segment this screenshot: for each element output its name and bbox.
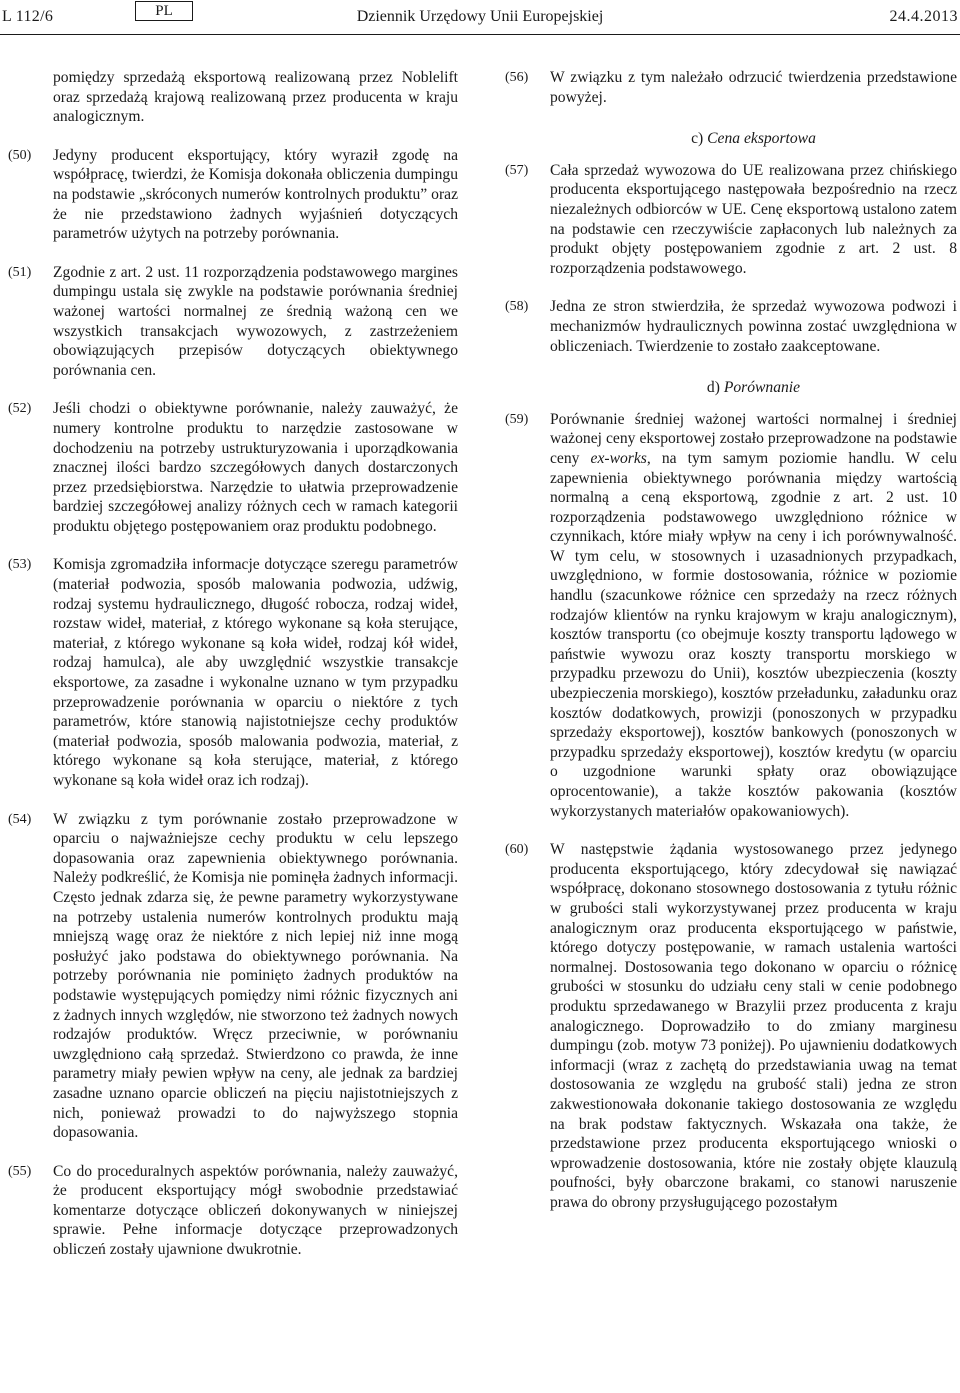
paragraph-number: (51) bbox=[8, 264, 32, 280]
paragraph-text: Jeśli chodzi o obiektywne porównanie, należy zauważyć, że numery kontrolne produktu to narzędzie zastosowane w dochodzeniu na potrzeby ustrukturyzowania i uporządkowania znacznej ilości bardzo szczegółowych danych dostarczonych przez przedsiębiorstwa. Narzędzie to ułatwia przeprowadzenie bardziej szczegółowej analizy różnych cech w ramach kategorii produktu objętego postępowaniem oraz produktu podobnego. bbox=[53, 400, 458, 535]
paragraph-number: (56) bbox=[505, 70, 529, 85]
paragraph-text: Zgodnie z art. 2 ust. 11 rozporządzenia podstawowego margines dumpingu ustala się zwykle na podstawie porównania średniej ważonej wartości normalnej ze średnią ważoną cen we wszystkich transakcjach wywozowych, z zastrzeżeniem obowiązujących przepisów dotyczących obiektywnego porównania cen. bbox=[53, 263, 458, 379]
paragraph-51 bbox=[8, 263, 458, 381]
paragraph-number: (60) bbox=[505, 842, 529, 858]
paragraph-text: W związku z tym należało odrzucić twierdzenia przedstawione powyżej. bbox=[550, 69, 957, 106]
paragraph-50 bbox=[8, 146, 458, 244]
paragraph-text: pomiędzy sprzedażą eksportową realizowaną przez Noblelift oraz sprzedażą krajową realizowaną przez producenta w kraju analogicznym. bbox=[53, 69, 458, 126]
paragraph-text-part: , na tym samym poziomie handlu. W celu zapewnienia obiektywnego porównania między wartością normalną a ceną eksportową, zgodnie z art. 2 ust. 10 rozporządzenia podstawowego uwzględniono różnice w czynnikach, które miały wpływ na ceny i ich porównywalność. W tym celu, w stosownych i uzasadnionych przypadkach, uwzględniono, w formie dostosowania, różnice w poziomie handlu (szacunkowe różnice cen sprzedaży na rzecz różnych rodzajów klientów na rynku krajowym w kraju analogicznym), kosztów transportu (co obejmuje koszty transportu lądowego w państwie wywozu oraz koszty transportu morskiego w przypadku przewozu do Unii), kosztów ubezpieczenia (koszty ubezpieczenia morskiego), kosztów przeładunku, załadunku oraz kosztów dodatkowych, prowizji (ponoszonych w przypadku sprzedaży eksportowej), kosztów bankowych (ponoszonych w przypadku sprzedaży eksportowej), kosztów kredytu (w oparciu o uzgodnione warunki spłaty oraz obowiązujące oprocentowanie), a także kosztów pakowania (kosztów wykorzystanych materiałów opakowaniowych). bbox=[550, 449, 957, 820]
paragraph-text: W następstwie żądania wystosowanego przez jedynego producenta eksportującego, który zdecydował się nawiązać współpracę, dokonano stosownego dostosowania z tytułu różnic w grubości stali wykorzystywanej przez producenta w kraju analogicznym oraz producenta eksportującego w państwie, którego dotyczy postępowanie, w ramach ustalenia wartości normalnej. Dostosowania tego dokonano w oparciu o różnicę grubości w stosunku do udziału ceny stali w cenie podobnego produktu sprzedawanego w Brazylii przez producenta z kraju analogicznego. Doprowadziło to do zmiany marginesu dumpingu (zob. motyw 73 poniżej). Po ujawnieniu dodatkowych informacji (wraz z zachętą do przedstawiania uwag na temat dostosowania ze względu na grubość stali) jedna ze stron zakwestionowała dokonanie takiego dostosowania ze względu na brak podstaw faktycznych. Wskazała ona także, że przedstawione przez producenta eksportującego wnioski o wprowadzenie dostosowania, które nie zostały objęte klauzulą poufności, były obarczone brakami, co stanowi naruszenie prawa do obrony przysługującego pozostałym bbox=[550, 841, 957, 1211]
paragraph-55 bbox=[8, 1162, 458, 1260]
paragraph-text bbox=[550, 410, 957, 821]
publication-date: 24.4.2013 bbox=[889, 8, 958, 25]
page-reference: L 112/6 bbox=[2, 8, 54, 25]
right-column bbox=[505, 68, 957, 1212]
paragraph-text-part: Porównanie średniej ważonej wartości normalnej i średniej ważonej ceny eksportowej zostało przeprowadzone na podstawie ceny bbox=[550, 410, 957, 467]
paragraph-58 bbox=[505, 297, 957, 356]
paragraph-53 bbox=[8, 555, 458, 790]
section-heading-export-price bbox=[505, 129, 957, 149]
paragraph-text: Jedyny producent eksportujący, który wyraził zgodę na współpracę, twierdzi, że Komisja dokonała obliczenia dumpingu na podstawie „skróconych numerów kontrolnych produktu” oraz że nie przedstawiono żadnych wyjaśnień dotyczących parametrów użytych na potrzeby porównania. bbox=[53, 146, 458, 243]
paragraph-text: Komisja zgromadziła informacje dotyczące szeregu parametrów (materiał podwozia, sposób malowania podwozia, udźwig, rodzaj systemu hydraulicznego, długość robocza, rodzaj wideł, rozstaw wideł, materiał, z którego wykonane są koła sterujące, materiał, z którego wykonane są koła wideł, rodzaj kół wideł, rodzaj hamulca), ale aby uwzględnić wszystkie transakcje eksportowe, za zasadne i wykonalne uznano w tym przypadku przeprowadzenie porównania w oparciu o niektóre z tych parametrów, które stanowią najistotniejsze cechy produktów (materiał podwozia, sposób malowania podwozia, materiał, z którego wykonane są koła sterujące, materiał, z którego wykonane są koła wideł oraz ich rodzaj). bbox=[53, 556, 458, 789]
section-label: c) bbox=[691, 130, 704, 148]
header-rule bbox=[0, 34, 960, 35]
paragraph-number: (59) bbox=[505, 411, 529, 427]
paragraph-text-italic: ex-works bbox=[590, 449, 647, 467]
paragraph-60 bbox=[505, 840, 957, 1212]
journal-title: Dziennik Urzędowy Unii Europejskiej bbox=[356, 8, 604, 25]
paragraph-text: Cała sprzedaż wywozowa do UE realizowana przez chińskiego producenta eksportującego następowała bezpośrednio na rzecz niezależnych odbiorców w UE. Cenę eksportową ustalono zatem na podstawie cen rzeczywiście zapłaconych lub należnych za produkt objęty postępowaniem zgodnie z art. 2 ust. 8 rozporządzenia podstawowego. bbox=[550, 161, 957, 277]
paragraph-number: (52) bbox=[8, 401, 32, 417]
paragraph-number: (58) bbox=[505, 299, 529, 315]
paragraph-number: (54) bbox=[8, 811, 32, 827]
paragraph-number: (53) bbox=[8, 557, 32, 573]
paragraph-57 bbox=[505, 161, 957, 279]
paragraph-number: (50) bbox=[8, 147, 32, 163]
paragraph-59 bbox=[505, 410, 957, 821]
paragraph-number: (57) bbox=[505, 162, 529, 178]
section-label: d) bbox=[706, 379, 720, 397]
paragraph-52 bbox=[8, 399, 458, 536]
section-title: Porównanie bbox=[723, 379, 801, 397]
page-header bbox=[0, 0, 960, 36]
section-title: Cena eksportowa bbox=[707, 130, 816, 148]
paragraph-54 bbox=[8, 810, 458, 1143]
intro-paragraph bbox=[8, 68, 458, 127]
paragraph-56 bbox=[505, 68, 957, 107]
language-box: PL bbox=[135, 1, 193, 21]
left-column bbox=[8, 68, 458, 1260]
paragraph-text: Co do proceduralnych aspektów porównania, należy zauważyć, że producent eksportujący mógł swobodnie przedstawiać komentarze dotyczące obliczeń dokonywanych w niniejszej sprawie. Pełne informacje dotyczące przeprowadzonych obliczeń zostały ujawnione dwukrotnie. bbox=[53, 1162, 458, 1259]
paragraph-number: (55) bbox=[8, 1163, 32, 1179]
section-heading-comparison bbox=[505, 378, 957, 398]
paragraph-text: Jedna ze stron stwierdziła, że sprzedaż wywozowa podwozi i mechanizmów hydraulicznych powinna zostać uwzględniona w obliczeniach. Twierdzenie to zostało zaakceptowane. bbox=[550, 298, 957, 355]
paragraph-text: W związku z tym porównanie zostało przeprowadzone w oparciu o najważniejsze cechy produktu w celu lepszego dopasowania oraz zapewnienia obiektywnego porównania. Należy podkreślić, że Komisja nie pominęła żadnych informacji. Często jednak zdarza się, że pewne parametry wykorzystywane na potrzeby ustalenia numerów kontrolnych produktu mają mniejszą wagę oraz że niektóre z nich lepiej niż inne mogą posłużyć jako podstawa do obiektywnego porównania. Na potrzeby porównania nie pominięto żadnych produktów na podstawie występujących pomiędzy nimi różnic fizycznych ani z żadnych innych względów, nie stworzono też żadnych nowych rodzajów produktów. Wręcz przeciwnie, w porównaniu uwzględniono całą sprzedaż. Stwierdzono co prawda, że inne parametry miały pewien wpływ na ceny, ale jednak za bardziej zasadne uznano oparcie obliczeń na pięciu najistotniejszych z nich, ponieważ prowadzi to do najwyższego stopnia dopasowania. bbox=[53, 810, 458, 1142]
